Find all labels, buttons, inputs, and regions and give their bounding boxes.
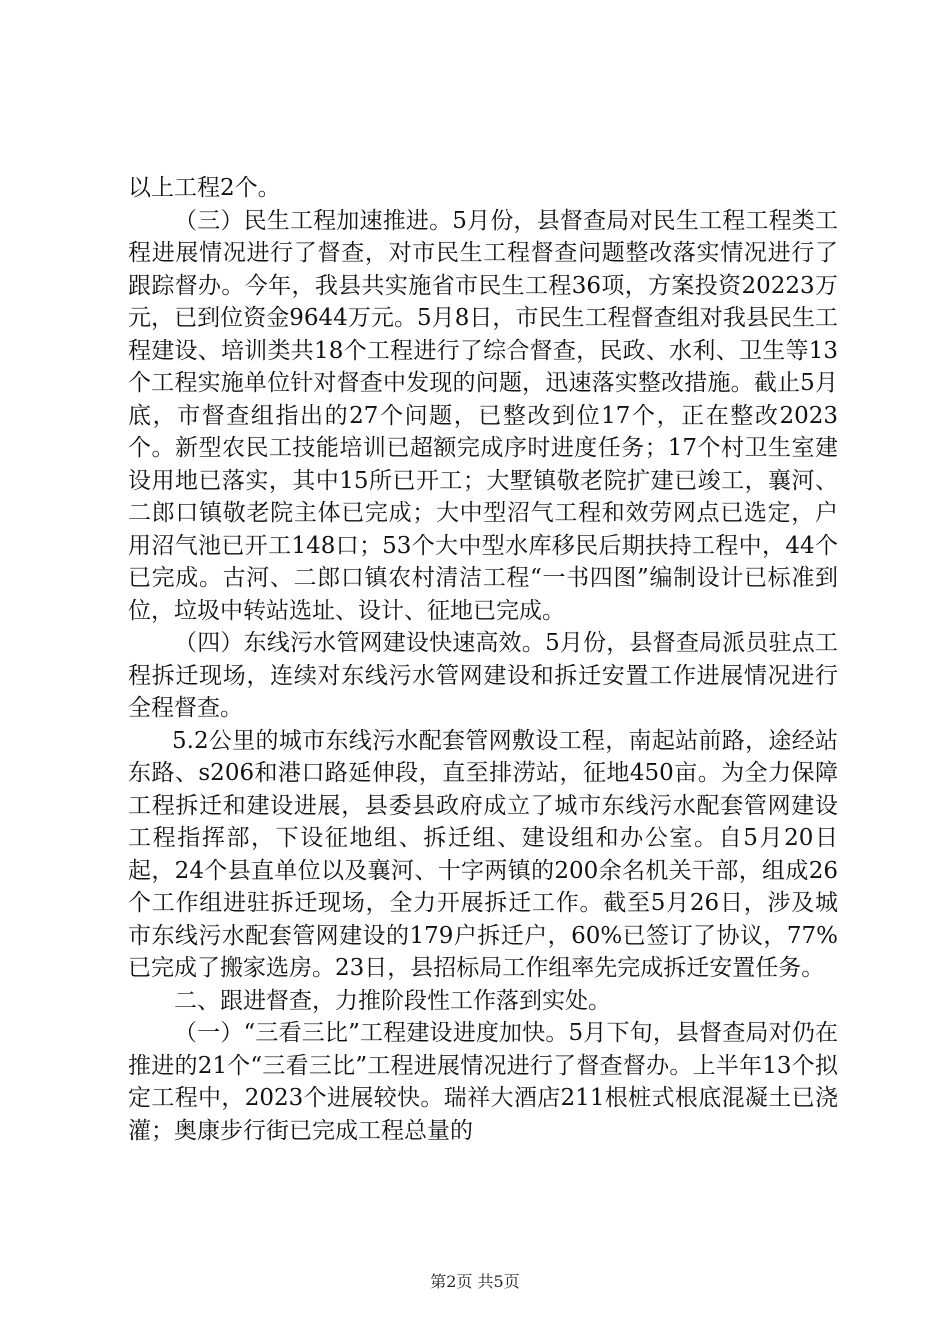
paragraph-heading-2: 二、跟进督查，力推阶段性工作落到实处。 <box>174 987 611 1014</box>
page-footer <box>0 1272 950 1292</box>
document-body <box>128 172 838 1147</box>
paragraph-continuation: 以上工程2个。 <box>128 175 281 201</box>
paragraph-pipeline-details: 5.2公里的城市东线污水配套管网敷设工程，南起站前路，途经站东路、s206和港口路延伸段，直至排涝站，征地450亩。为全力保障工程拆迁和建设进展，县委县政府成立了城市东线污水配套管网建设工程指挥部，下设征地组、拆迁组、建设组和办公室。自5月20日起，24个县直单位以及襄河、十字两镇的200余名机关干部，组成26个工作组进驻拆迁现场，全力开展拆迁工作。截至5月26日，涉及城市东线污水配套管网建设的179户拆迁户，60%已签订了协议，77%已完成了搬家选房。23日，县招标局工作组率先完成拆迁安置任务。 <box>128 727 838 981</box>
page-number-label: 第2页 共5页 <box>430 1272 520 1291</box>
paragraph-section-4: （四）东线污水管网建设快速高效。5月份，县督查局派员驻点工程拆迁现场，连续对东线污水管网建设和拆迁安置工作进展情况进行全程督查。 <box>128 630 838 721</box>
paragraph-subsection-1: （一）“三看三比”工程建设进度加快。5月下旬，县督查局对仍在推进的21个“三看三比”工程进展情况进行了督查督办。上半年13个拟定工程中，2023个进展较快。瑞祥大酒店211根桩式根底混凝土已浇灌；奥康步行街已完成工程总量的 <box>128 1020 838 1144</box>
paragraph-section-3: （三）民生工程加速推进。5月份，县督查局对民生工程工程类工程进展情况进行了督查，对市民生工程督查问题整改落实情况进行了跟踪督办。今年，我县共实施省市民生工程36项，方案投资20223万元，已到位资金9644万元。5月8日，市民生工程督查组对我县民生工程建设、培训类共18个工程进行了综合督查，民政、水利、卫生等13个工程实施单位针对督查中发现的问题，迅速落实整改措施。截止5月底，市督查组指出的27个问题，已整改到位17个，正在整改2023个。新型农民工技能培训已超额完成序时进度任务；17个村卫生室建设用地已落实，其中15所已开工；大墅镇敬老院扩建已竣工，襄河、二郎口镇敬老院主体已完成；大中型沼气工程和效劳网点已选定，户用沼气池已开工148口；53个大中型水库移民后期扶持工程中，44个已完成。古河、二郎口镇农村清洁工程“一书四图”编制设计已标准到位，垃圾中转站选址、设计、征地已完成。 <box>128 207 838 624</box>
